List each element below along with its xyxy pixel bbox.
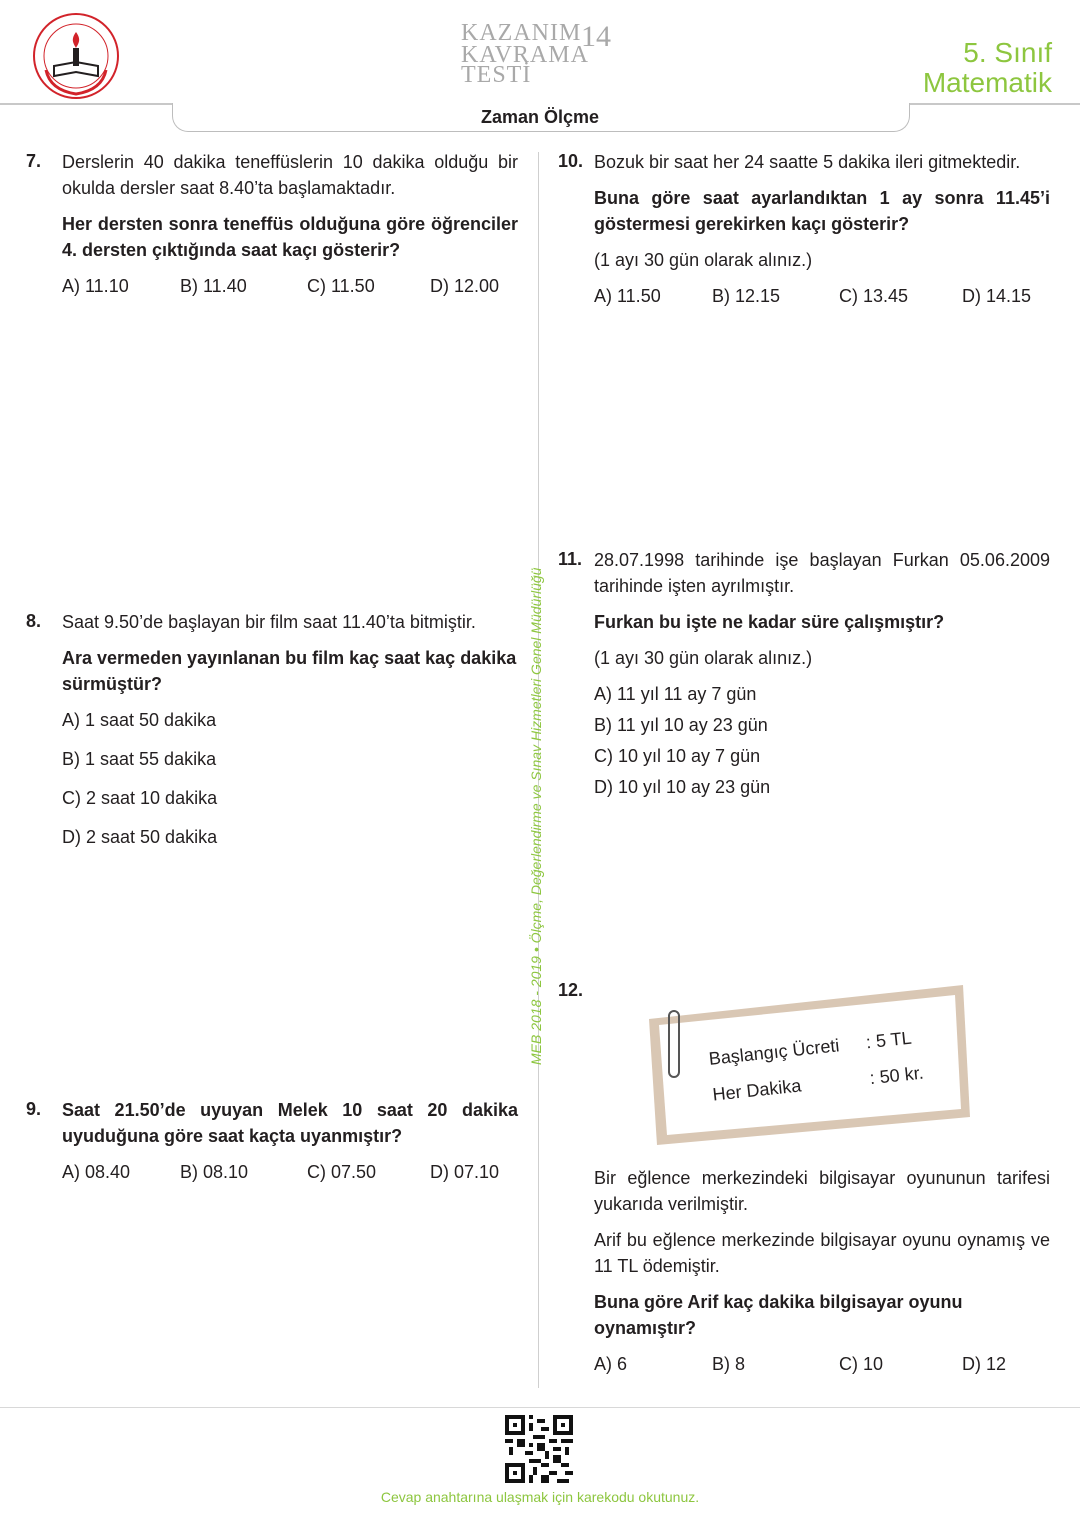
test-title-line3: TESTİ [461, 62, 532, 88]
answer-options [594, 283, 1050, 309]
option-d[interactable]: D) 12.00 [430, 276, 500, 296]
question-text-2: Arif bu eğlence merkezinde bilgisayar oyunu oynamış ve 11 TL ödemiştir. [594, 1230, 1050, 1276]
question-note: (1 ayı 30 gün olarak alınız.) [594, 250, 813, 270]
test-title-line2: KAVRAMA [461, 42, 589, 68]
question-prompt: Furkan bu işte ne kadar süre çalışmıştır? [594, 612, 945, 632]
question-text: Bir eğlence merkezindeki bilgisayar oyununun tarifesi yukarıda verilmiştir. [594, 1168, 1050, 1214]
question-prompt: Buna göre Arif kaç dakika bilgisayar oyunu oynamıştır? [594, 1292, 963, 1338]
card-value-per-minute: : 50 kr. [868, 1062, 925, 1089]
question-9 [62, 1097, 518, 1185]
option-d[interactable]: D) 12 [962, 1354, 1007, 1374]
question-prompt: Buna göre saat ayarlandıktan 1 ay sonra 11.45’i göstermesi gerekirken kaçı gösterir? [594, 188, 1050, 234]
grade-subject [923, 38, 1052, 98]
option-c[interactable]: C) 10 [839, 1354, 884, 1374]
question-prompt: Her dersten sonra teneffüs olduğuna göre öğrenciler 4. dersten çıktığında saat kaçı gösterir? [62, 214, 518, 260]
option-a[interactable]: A) 6 [594, 1354, 628, 1374]
option-d[interactable]: D) 2 saat 50 dakika [62, 827, 218, 847]
question-12 [594, 1165, 1050, 1377]
question-text: Derslerin 40 dakika teneffüslerin 10 dakika olduğu bir okulda dersler saat 8.40’ta başlamaktadır. [62, 152, 518, 198]
question-8 [62, 609, 518, 863]
question-number: 7. [26, 151, 42, 171]
side-credit-text: MEB 2018 - 2019 • Ölçme, Değerlendirme ve Sınav Hizmetleri Genel Müdürlüğü [528, 567, 544, 1065]
option-b[interactable]: B) 11.40 [180, 276, 247, 296]
question-7 [62, 149, 518, 299]
option-a[interactable]: A) 08.40 [62, 1162, 131, 1182]
option-d[interactable]: D) 07.10 [430, 1162, 500, 1182]
option-a[interactable]: A) 1 saat 50 dakika [62, 710, 217, 730]
grade-label: 5. Sınıf [963, 37, 1052, 68]
answer-options [594, 1351, 1050, 1377]
question-text: Bozuk bir saat her 24 saatte 5 dakika ileri gitmektedir. [594, 152, 1021, 172]
meb-logo [30, 10, 122, 102]
question-number: 8. [26, 611, 42, 631]
answer-options [62, 273, 518, 299]
option-c[interactable]: C) 13.45 [839, 286, 909, 306]
option-a[interactable]: A) 11 yıl 11 ay 7 gün [594, 684, 757, 704]
subject-label: Matematik [922, 67, 1052, 98]
question-number: 11. [558, 549, 583, 569]
question-note: (1 ayı 30 gün olarak alınız.) [594, 648, 813, 668]
tariff-card [645, 985, 970, 1145]
card-label-start-fee: Başlangıç Ücreti [707, 1035, 841, 1069]
option-d[interactable]: D) 14.15 [962, 286, 1032, 306]
option-c[interactable]: C) 11.50 [307, 276, 375, 296]
option-a[interactable]: A) 11.50 [594, 286, 661, 306]
question-11 [594, 547, 1050, 805]
footer-divider [0, 1407, 1080, 1408]
option-b[interactable]: B) 11 yıl 10 ay 23 gün [594, 715, 768, 735]
question-prompt: Saat 21.50’de uyuyan Melek 10 saat 20 dakika uyuduğuna göre saat kaçta uyanmıştır? [62, 1100, 518, 1146]
card-label-per-minute: Her Dakika [711, 1075, 803, 1105]
page-title: Zaman Ölçme [480, 107, 600, 127]
option-d[interactable]: D) 10 yıl 10 ay 23 gün [594, 777, 771, 797]
option-c[interactable]: C) 07.50 [307, 1162, 377, 1182]
card-value-start-fee: : 5 TL [864, 1027, 913, 1053]
option-b[interactable]: B) 1 saat 55 dakika [62, 749, 217, 769]
option-b[interactable]: B) 12.15 [712, 286, 781, 306]
question-number: 12. [558, 980, 584, 1000]
kazanim-kavrama-testi-logo [455, 14, 611, 88]
footer-text: Cevap anahtarına ulaşmak için karekodu okutunuz. [380, 1489, 700, 1505]
question-number: 10. [558, 151, 584, 171]
option-c[interactable]: C) 2 saat 10 dakika [62, 788, 218, 808]
question-text: Saat 9.50’de başlayan bir film saat 11.40’ta bitmiştir. [62, 612, 476, 632]
question-prompt: Ara vermeden yayınlanan bu film kaç saat kaç dakika sürmüştür? [62, 648, 517, 694]
test-title-line1: KAZANIM [461, 20, 582, 46]
option-b[interactable]: B) 08.10 [180, 1162, 249, 1182]
question-number: 9. [26, 1099, 42, 1119]
option-b[interactable]: B) 8 [712, 1354, 746, 1374]
option-c[interactable]: C) 10 yıl 10 ay 7 gün [594, 746, 761, 766]
answer-options [62, 1159, 518, 1185]
option-a[interactable]: A) 11.10 [62, 276, 129, 296]
test-number: 14 [581, 20, 611, 53]
question-text: 28.07.1998 tarihinde işe başlayan Furkan 05.06.2009 tarihinde işten ayrılmıştır. [594, 550, 1050, 596]
qr-code-icon[interactable] [505, 1415, 573, 1483]
question-10 [594, 149, 1050, 309]
